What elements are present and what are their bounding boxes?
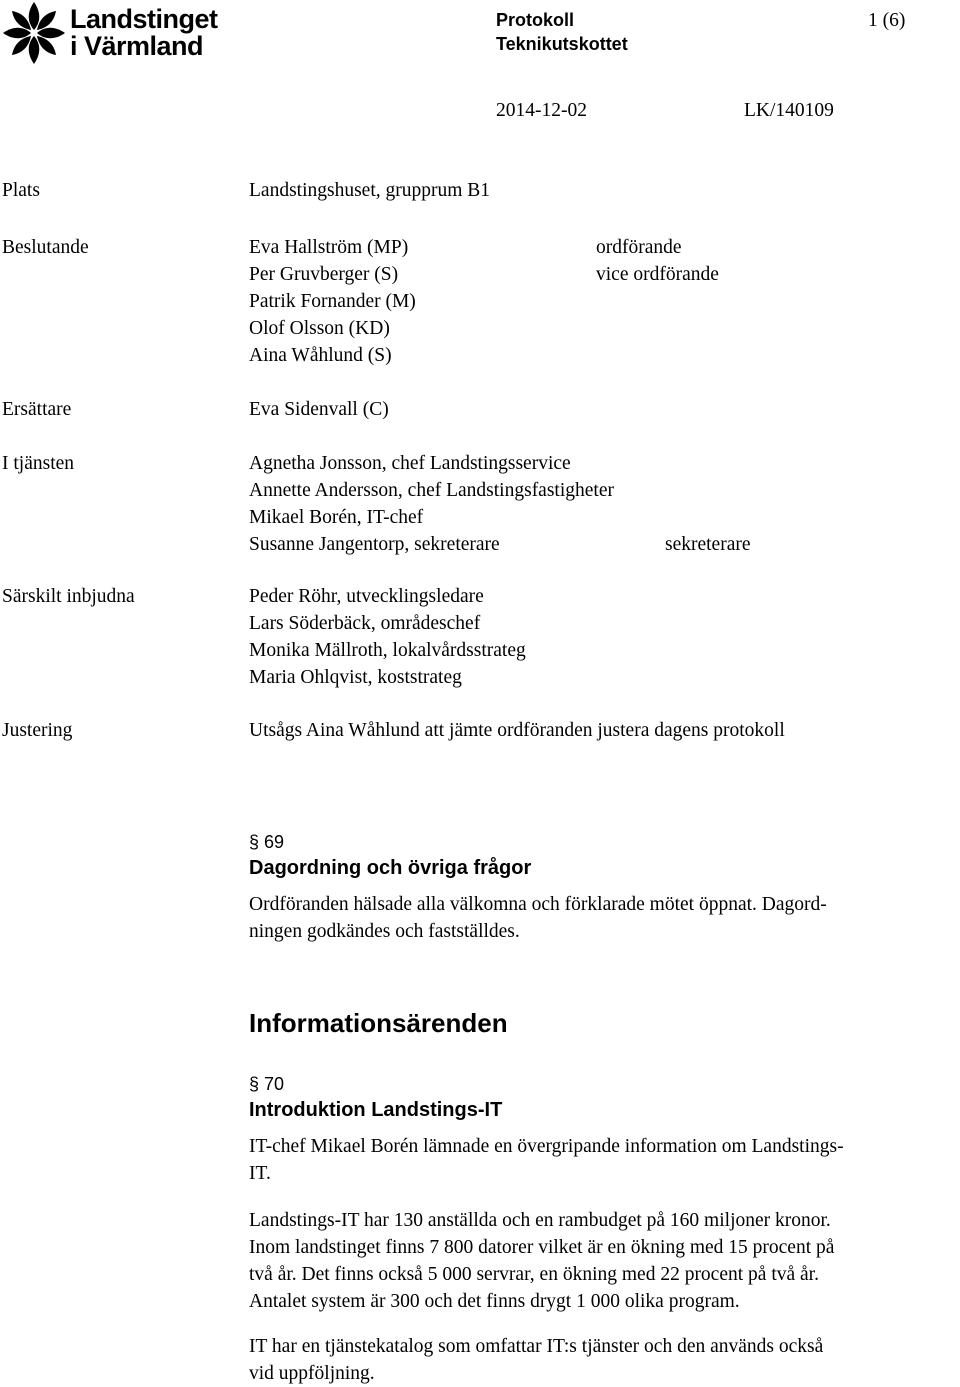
section-69-line: Ordföranden hälsade alla välkomna och förklarade mötet öppnat. Dagord- (249, 894, 827, 915)
section-70-paragraph-3 (249, 1333, 954, 1387)
beslutande-role: vice ordförande (596, 264, 719, 285)
logo-line-1: Landstinget (70, 4, 218, 34)
i-tjansten-person: Mikael Borén, IT-chef (249, 507, 424, 528)
section-70-line: Antalet system är 300 och det finns drygt 1 000 olika program. (249, 1291, 740, 1312)
section-69-title: Dagordning och övriga frågor (249, 857, 532, 879)
plats-label: Plats (2, 180, 40, 201)
beslutande-role: ordförande (596, 237, 682, 258)
landstinget-flower-icon (1, 0, 67, 66)
doc-type: Protokoll (496, 10, 575, 30)
section-70-line: IT-chef Mikael Borén lämnade en övergripande information om Landstings- (249, 1136, 844, 1157)
section-70-line: Inom landstinget finns 7 800 datorer vilket är en ökning med 15 procent på (249, 1237, 835, 1258)
section-70-line: vid uppföljning. (249, 1363, 375, 1384)
sarskilt-inbjuden: Peder Röhr, utvecklingsledare (249, 586, 484, 607)
beslutande-name: Per Gruvberger (S) (249, 264, 399, 285)
section-69-line: ningen godkändes och fastställdes. (249, 921, 520, 942)
plats-value: Landstingshuset, grupprum B1 (249, 180, 491, 201)
i-tjansten-person: Agnetha Jonsson, chef Landstingsservice (249, 453, 571, 474)
beslutande-name: Eva Hallström (MP) (249, 237, 409, 258)
sarskilt-inbjuden: Maria Ohlqvist, koststrateg (249, 667, 462, 688)
section-70-paragraph-1 (249, 1133, 954, 1187)
i-tjansten-label: I tjänsten (2, 453, 75, 474)
i-tjansten-person: Susanne Jangentorp, sekreterare (249, 534, 500, 555)
section-70-line: två år. Det finns också 5 000 servrar, en ökning med 22 procent på två år. (249, 1264, 819, 1285)
section-70-line: IT. (249, 1163, 271, 1184)
logo-line-2: i Värmland (70, 31, 204, 61)
sarskilt-inbjudna-label: Särskilt inbjudna (2, 586, 135, 607)
beslutande-name: Patrik Fornander (M) (249, 291, 416, 312)
info-heading: Informationsärenden (249, 1008, 508, 1038)
ersattare-name: Eva Sidenvall (C) (249, 399, 389, 420)
logo (0, 0, 230, 66)
committee-name: Teknikutskottet (496, 34, 628, 54)
page-number: 1 (6) (868, 10, 906, 31)
section-70-title: Introduktion Landstings-IT (249, 1099, 503, 1121)
beslutande-name: Aina Wåhlund (S) (249, 345, 392, 366)
section-70-line: IT har en tjänstekatalog som omfattar IT:s tjänster och den används också (249, 1336, 824, 1357)
section-69-body (249, 891, 954, 945)
section-70-number: § 70 (249, 1074, 285, 1094)
justering-label: Justering (2, 720, 73, 741)
beslutande-name: Olof Olsson (KD) (249, 318, 390, 339)
section-69-number: § 69 (249, 832, 285, 852)
i-tjansten-person: Annette Andersson, chef Landstingsfastigheter (249, 480, 614, 501)
section-70-paragraph-2 (249, 1207, 954, 1315)
beslutande-label: Beslutande (2, 237, 89, 258)
sarskilt-inbjuden: Monika Mällroth, lokalvårdsstrateg (249, 640, 526, 661)
doc-ref: LK/140109 (744, 100, 834, 121)
sarskilt-inbjuden: Lars Söderbäck, områdeschef (249, 613, 481, 634)
doc-date: 2014-12-02 (496, 100, 587, 121)
ersattare-label: Ersättare (2, 399, 72, 420)
justering-value: Utsågs Aina Wåhlund att jämte ordföranden justera dagens protokoll (249, 720, 785, 741)
i-tjansten-role: sekreterare (665, 534, 751, 555)
section-70-line: Landstings-IT har 130 anställda och en rambudget på 160 miljoner kronor. (249, 1210, 831, 1231)
